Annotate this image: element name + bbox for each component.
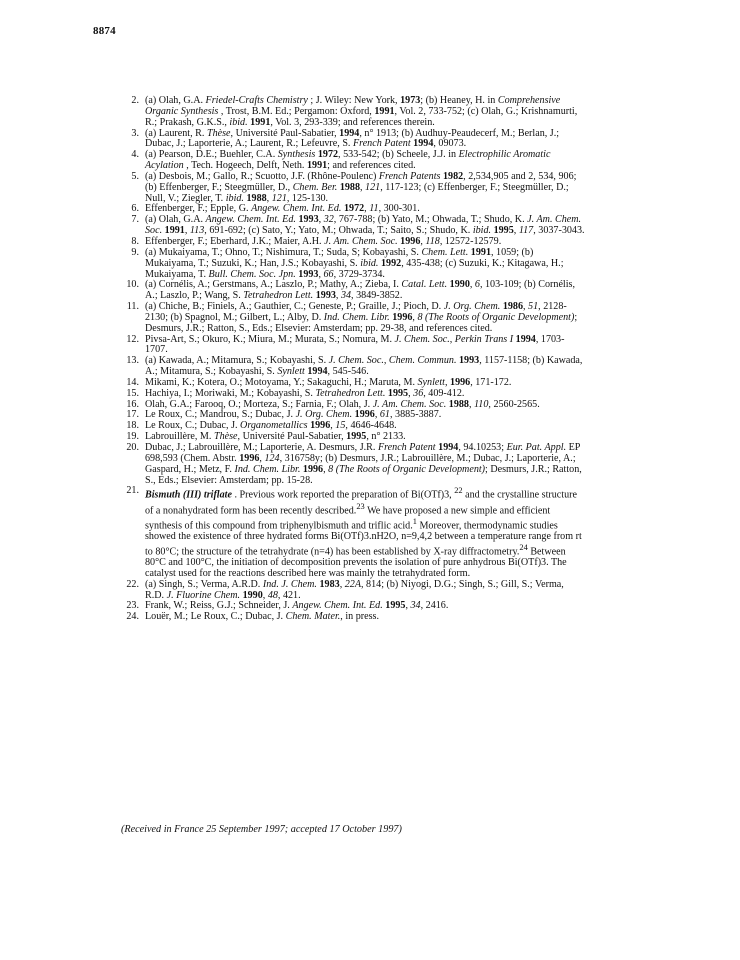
reference-text: Pivsa-Art, S.; Okuro, K.; Miura, M.; Murata, S.; Nomura, M. J. Chem. Soc., Perkin Trans I 1994, 1703-1707. xyxy=(145,333,565,356)
reference-number: 17. xyxy=(126,409,139,421)
reference-text: (a) Pearson, D.E.; Buehler, C.A. Synthesis 1972, 533-542; (b) Scheele, J.J. in Electrophilic Aromatic Acylation , Tech. Hogeech, Delft, Neth. 1991; and references cited. xyxy=(145,149,551,172)
reference-number: 21. xyxy=(126,485,139,497)
reference-text: Effenberger, F.; Epple, G. Angew. Chem. Int. Ed. 1972, 11, 300-301. xyxy=(145,203,420,215)
reference-text: (a) Chiche, B.; Finiels, A.; Gauthier, C.; Geneste, P.; Graille, J.; Pioch, D. J. Org. Chem. 1986, 51, 2128-2130; (b) Spagnol, M.; Gilbert, L.; Alby, D. Ind. Chem. Libr. 1996, 8 (The Roots of Organic Development); Desmurs, J.R.; Ratton, S., Eds.; Elsevier: Amsterdam; pp. 29-38, and references cited. xyxy=(145,301,578,334)
reference-number: 16. xyxy=(126,398,139,410)
reference-item xyxy=(115,280,585,302)
reference-text: Hachiya, I.; Moriwaki, M.; Kobayashi, S. Tetrahedron Lett. 1995, 36, 409-412. xyxy=(145,387,465,399)
reference-text: Dubac, J.; Labrouillère, M.; Laporterie, A. Desmurs, J.R. French Patent 1994, 94.10253; Eur. Pat. Appl. EP 698,593 (Chem. Abstr. 1996, 124, 316758y; (b) Desmurs, J.R.; Labrouillère, M.; Dubac, J.; Laporterie, A.; Gaspard, H.; Metz, F. Ind. Chem. Libr. 1996, 8 (The Roots of Organic Development); Desmurs, J.R.; Ratton, S., Eds.; Elsevier: Amsterdam; pp. 15-28. xyxy=(145,442,582,486)
reference-item xyxy=(115,302,585,335)
reference-item xyxy=(115,248,585,281)
reference-number: 12. xyxy=(126,333,139,345)
page-number: 8874 xyxy=(93,25,116,37)
reference-list xyxy=(115,96,585,623)
reference-text: Effenberger, F.; Eberhard, J.K.; Maier, A.H. J. Am. Chem. Soc. 1996, 118, 12572-12579. xyxy=(145,235,502,247)
reference-text: (a) Cornélis, A.; Gerstmans, A.; Laszlo, P.; Mathy, A.; Zieba, I. Catal. Lett. 1990, 6, 103-109; (b) Cornélis, A.; Laszlo, P.; Wang, S. Tetrahedron Lett. 1993, 34, 3849-3852. xyxy=(145,279,575,302)
reference-number: 8. xyxy=(131,235,139,247)
reference-text: Mikami, K.; Kotera, O.; Motoyama, Y.; Sakaguchi, H.; Maruta, M. Synlett, 1996, 171-172. xyxy=(145,376,512,388)
reference-number: 2. xyxy=(131,95,139,106)
reference-item xyxy=(115,443,585,486)
reference-text: Le Roux, C.; Dubac, J. Organometallics 1996, 15, 4646-4648. xyxy=(145,420,397,432)
reference-number: 15. xyxy=(126,387,139,399)
reference-number: 9. xyxy=(131,246,139,258)
reference-number: 19. xyxy=(126,431,139,443)
reference-number: 5. xyxy=(131,170,139,182)
reference-number: 7. xyxy=(131,214,139,226)
reference-text: (a) Olah, G.A. Friedel-Crafts Chemistry ; J. Wiley: New York, 1973; (b) Heaney, H. in Comprehensive Organic Synthesis , Trost, B.M. Ed.; Pergamon: Oxford, 1991, Vol. 2, 733-752; (c) Olah, G.; Krishnamurti, R.; Prakash, G.K.S., ibid. 1991, Vol. 3, 293-339; and references therein. xyxy=(145,95,578,128)
received-note: (Received in France 25 September 1997; accepted 17 October 1997) xyxy=(121,824,402,835)
reference-number: 24. xyxy=(126,611,139,623)
reference-item xyxy=(115,486,585,579)
reference-number: 11. xyxy=(126,301,139,313)
reference-text: (a) Desbois, M.; Gallo, R.; Scuotto, J.F. (Rhône-Poulenc) French Patents 1982, 2,534,905 and 2, 534, 906; (b) Effenberger, F.; Steegmüller, D., Chem. Ber. 1988, 121, 117-123; (c) Effenberger, F.; Steegmüller, D.; Null, V.; Ziegler, T. ibid. 1988, 121, 125-130. xyxy=(145,170,577,204)
reference-text: Louër, M.; Le Roux, C.; Dubac, J. Chem. Mater., in press. xyxy=(145,611,379,623)
reference-item xyxy=(115,172,585,205)
reference-item xyxy=(115,96,585,129)
reference-text: Olah, G.A.; Farooq, O.; Morteza, S.; Farnia, F.; Olah, J. J. Am. Chem. Soc. 1988, 110, 2560-2565. xyxy=(145,398,540,410)
reference-text: Labrouillère, M. Thèse, Université Paul-Sabatier, 1995, n° 2133. xyxy=(145,431,406,443)
reference-item xyxy=(115,335,585,357)
reference-text: (a) Singh, S.; Verma, A.R.D. Ind. J. Chem. 1983, 22A, 814; (b) Niyogi, D.G.; Singh, S.; Gill, S.; Verma, R.D. J. Fluorine Chem. 1990, 48, 421. xyxy=(145,578,564,601)
reference-number: 13. xyxy=(126,355,139,367)
reference-number: 20. xyxy=(126,442,139,453)
reference-number: 14. xyxy=(126,376,139,388)
reference-number: 4. xyxy=(131,149,139,161)
reference-item xyxy=(115,612,585,623)
reference-text: (a) Laurent, R. Thèse, Université Paul-Sabatier, 1994, n° 1913; (b) Audhuy-Peaudecerf, M.; Berlan, J.; Dubac, J.; Laporterie, A.; Laurent, R.; Lefeuvre, S. French Patent 1994, 09073. xyxy=(145,127,560,150)
reference-text: (a) Mukaiyama, T.; Ohno, T.; Nishimura, T.; Suda, S; Kobayashi, S. Chem. Lett. 1991, 1059; (b) Mukaiyama, T.; Suzuki, K.; Han, J.S.; Kobayashi, S. ibid. 1992, 435-438; (c) Suzuki, K.; Kitagawa, H.; Mukaiyama, T. Bull. Chem. Soc. Jpn. 1993, 66, 3729-3734. xyxy=(145,246,564,280)
reference-number: 23. xyxy=(126,600,139,612)
reference-item xyxy=(115,580,585,602)
reference-number: 6. xyxy=(131,203,139,215)
reference-text: Frank, W.; Reiss, G.J.; Schneider, J. Angew. Chem. Int. Ed. 1995, 34, 2416. xyxy=(145,600,449,612)
reference-item xyxy=(115,150,585,172)
reference-item xyxy=(115,215,585,237)
reference-number: 3. xyxy=(131,127,139,139)
reference-item xyxy=(115,129,585,151)
reference-text: Le Roux, C.; Mandrou, S.; Dubac, J. J. Org. Chem. 1996, 61, 3885-3887. xyxy=(145,409,442,421)
reference-text: (a) Kawada, A.; Mitamura, S.; Kobayashi, S. J. Chem. Soc., Chem. Commun. 1993, 1157-1158; (b) Kawada, A.; Mitamura, S.; Kobayashi, S. Synlett 1994, 545-546. xyxy=(145,355,583,378)
reference-item xyxy=(115,389,585,400)
reference-number: 10. xyxy=(126,279,139,291)
reference-number: 18. xyxy=(126,420,139,432)
reference-text: Bismuth (III) triflate . Previous work reported the preparation of Bi(OTf)3, $^{22}$ and the crystalline structure of a nonahydrated form has been recently described.$^{23}$ We have proposed a new simple and efficient synthesis of this compound from triphenylbismuth and triflic acid.$^1$ Moreover, thermodynamic studies showed the existence of three hydrated forms Bi(OTf)3.nH2O, n=9,4,2 between a temperature range from rt to 80°C; the structure of the tetrahydrate (n=4) has been established by X-ray diffractometry.$^{24}$ Between 80°C and 100°C, the initiation of decomposition prevents the isolation of pure anhydrous Bi(OTf)3. The catalyst used for the reactions described here was mainly the tetrahydrated form. xyxy=(145,486,582,579)
reference-item xyxy=(115,356,585,378)
reference-text: (a) Olah, G.A. Angew. Chem. Int. Ed. 1993, 32, 767-788; (b) Yato, M.; Ohwada, T.; Shudo, K. J. Am. Chem. Soc. 1991, 113, 691-692; (c) Sato, Y.; Yato, M.; Ohwada, T.; Saito, S.; Shudo, K. ibid. 1995, 117, 3037-3043. xyxy=(145,214,585,237)
reference-number: 22. xyxy=(126,578,139,590)
